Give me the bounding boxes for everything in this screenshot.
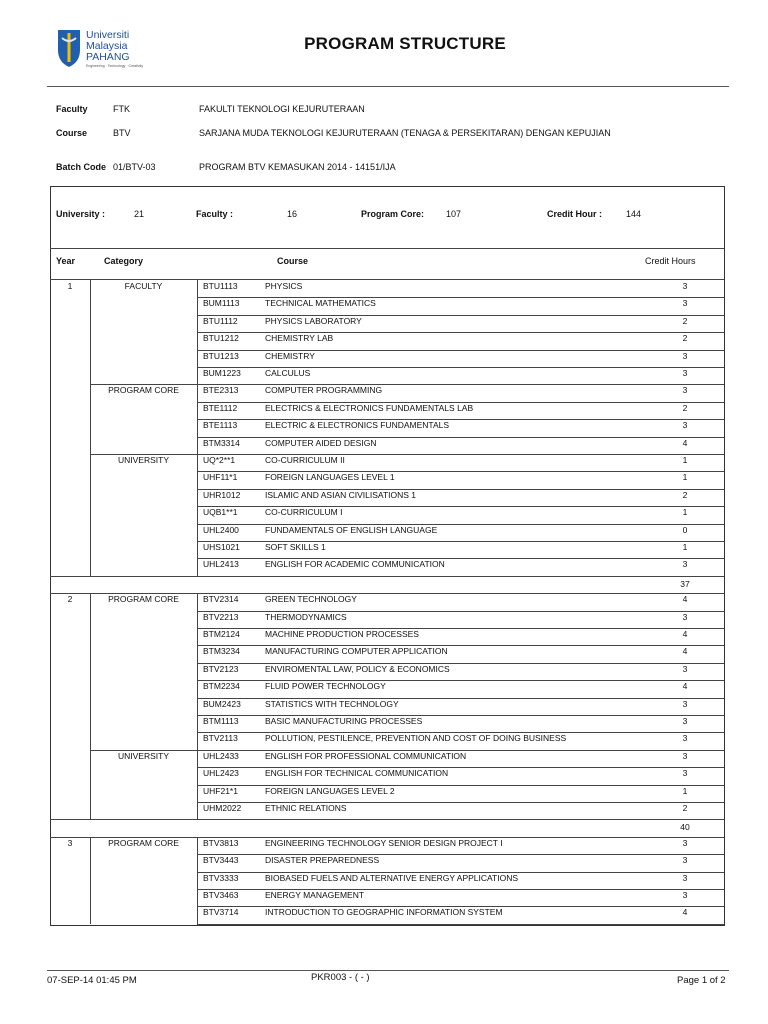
column-line [90, 280, 91, 576]
credit-value: 3 [682, 733, 688, 744]
column-line [90, 837, 91, 924]
course-title: DISASTER PREPAREDNESS [265, 855, 380, 866]
header-credit-hours: Credit Hours [645, 256, 696, 266]
batch-code: 01/BTV-03 [113, 162, 156, 172]
course-title: STATISTICS WITH TECHNOLOGY [265, 698, 399, 709]
course-code: BTM2234 [203, 681, 240, 692]
logo-tagline: Engineering · Technology · Creativity [86, 64, 144, 68]
course-code: BTV2113 [203, 733, 238, 744]
credit-value: 3 [682, 385, 688, 396]
row-divider [197, 924, 724, 925]
course-code: BTV2123 [203, 663, 239, 674]
column-line [197, 593, 198, 819]
credit-value: 2 [682, 315, 688, 326]
course-title: ENGINEERING TECHNOLOGY SENIOR DESIGN PROJECT I [265, 837, 503, 848]
course-code: UHM2022 [203, 803, 242, 813]
course-title: ENGLISH FOR TECHNICAL COMMUNICATION [265, 768, 449, 779]
course-title: FUNDAMENTALS OF ENGLISH LANGUAGE [265, 524, 438, 535]
university-logo [56, 28, 146, 70]
course-title: ELECTRIC & ELECTRONICS FUNDAMENTALS [265, 420, 450, 431]
course-code: BTV [113, 128, 131, 138]
credit-value: 2 [682, 333, 688, 344]
header-category: Category [104, 256, 144, 266]
credit-value: 3 [682, 559, 688, 570]
credit-hour-value: 144 [626, 209, 642, 219]
category-cell: PROGRAM CORE [108, 837, 179, 848]
course-code: UHL2400 [203, 524, 239, 535]
course-name: SARJANA MUDA TEKNOLOGI KEJURUTERAAN (TENAGA & PERSEKITARAN) DENGAN KEPUJIAN [199, 128, 611, 138]
category-cell: UNIVERSITY [117, 750, 169, 761]
course-code: BTM2124 [203, 629, 240, 639]
course-code: BTV3333 [203, 872, 239, 883]
batch-label: Batch Code [56, 162, 107, 172]
course-title: CALCULUS [265, 368, 311, 378]
university-value: 21 [134, 209, 145, 219]
credit-value: 3 [682, 611, 688, 622]
column-line [90, 593, 91, 819]
course-title: POLLUTION, PESTILENCE, PREVENTION AND COST OF DOING BUSINESS [265, 733, 567, 744]
course-title: CHEMISTRY [265, 350, 315, 361]
credit-value: 3 [682, 837, 688, 848]
credit-value: 3 [682, 855, 688, 866]
program-core-value: 107 [446, 209, 462, 219]
course-code: BTV3813 [203, 837, 239, 848]
divider [50, 248, 724, 249]
course-title: BASIC MANUFACTURING PROCESSES [265, 716, 423, 726]
year-divider [50, 819, 724, 820]
credit-value: 3 [682, 698, 688, 709]
credit-value: 3 [682, 298, 688, 309]
course-code: UHL2413 [203, 559, 239, 570]
credit-value: 1 [682, 507, 688, 518]
course-code: UQB1**1 [203, 507, 238, 518]
credit-value: 3 [682, 872, 688, 883]
course-code: BTE1113 [203, 420, 238, 431]
course-code: BTU1212 [203, 333, 239, 344]
credit-value: 2 [682, 803, 688, 813]
course-code: UHL2433 [203, 750, 239, 761]
course-title: COMPUTER AIDED DESIGN [265, 437, 377, 448]
course-title: ETHNIC RELATIONS [265, 803, 347, 813]
course-title: ENGLISH FOR PROFESSIONAL COMMUNICATION [265, 750, 467, 761]
year-cell: 3 [67, 837, 73, 848]
crest-icon [56, 28, 82, 68]
course-title: INTRODUCTION TO GEOGRAPHIC INFORMATION SYSTEM [265, 907, 503, 918]
course-title: SOFT SKILLS 1 [265, 542, 326, 552]
course-title: ELECTRICS & ELECTRONICS FUNDAMENTALS LAB [265, 402, 474, 413]
course-title: ENVIROMENTAL LAW, POLICY & ECONOMICS [265, 663, 450, 674]
course-title: PHYSICS [265, 281, 303, 291]
course-title: CHEMISTRY LAB [265, 333, 334, 344]
course-title: PHYSICS LABORATORY [265, 315, 362, 326]
course-label: Course [56, 128, 88, 138]
course-title: ISLAMIC AND ASIAN CIVILISATIONS 1 [265, 489, 416, 500]
footer-code: PKR003 - ( - ) [311, 972, 370, 983]
credit-value: 3 [682, 281, 688, 291]
course-code: BTU1112 [203, 315, 238, 326]
credit-value: 1 [682, 542, 688, 552]
year-cell: 1 [67, 281, 73, 291]
category-cell: FACULTY [124, 281, 163, 291]
faculty-summary-label: Faculty : [196, 209, 234, 219]
credit-value: 1 [682, 785, 688, 796]
credit-value: 3 [682, 768, 688, 779]
course-code: BUM1223 [203, 368, 241, 378]
batch-name: PROGRAM BTV KEMASUKAN 2014 - 14151/IJA [199, 162, 396, 172]
category-cell: UNIVERSITY [117, 455, 169, 465]
credit-value: 4 [682, 629, 688, 639]
course-code: UHF11*1 [203, 472, 238, 483]
course-title: CO-CURRICULUM I [265, 507, 343, 518]
year-divider [50, 576, 724, 577]
course-title: MANUFACTURING COMPUTER APPLICATION [265, 646, 448, 657]
course-code: BUM1113 [203, 298, 240, 309]
header-underline [50, 279, 724, 280]
credit-value: 4 [682, 646, 688, 657]
course-code: BTV3443 [203, 855, 239, 866]
column-line [197, 280, 198, 576]
course-code: UHL2423 [203, 768, 239, 779]
header-course: Course [277, 256, 309, 266]
course-code: BTV3463 [203, 890, 239, 900]
faculty-name: FAKULTI TEKNOLOGI KEJURUTERAAN [199, 104, 365, 114]
year-total: 40 [680, 822, 690, 833]
year-total: 37 [680, 578, 690, 589]
course-code: BTE1112 [203, 402, 238, 413]
page-title: PROGRAM STRUCTURE [304, 34, 506, 53]
course-code: BTV2314 [203, 594, 239, 605]
course-code: BTV3714 [203, 907, 239, 918]
category-cell: PROGRAM CORE [108, 594, 179, 605]
credit-value: 2 [682, 489, 688, 500]
credit-value: 3 [682, 750, 688, 761]
credit-value: 0 [682, 524, 688, 535]
logo-wordmark: Universiti Malaysia PAHANG [86, 29, 130, 63]
course-title: TECHNICAL MATHEMATICS [265, 298, 376, 309]
credit-value: 3 [682, 716, 688, 726]
course-code: UHF21*1 [203, 785, 238, 796]
course-code: BTM3234 [203, 646, 240, 657]
course-title: MACHINE PRODUCTION PROCESSES [265, 629, 419, 639]
course-code: BTU1113 [203, 281, 238, 291]
credit-value: 4 [682, 681, 688, 692]
credit-value: 1 [682, 472, 688, 483]
credit-value: 3 [682, 663, 688, 674]
course-code: BTE2313 [203, 385, 239, 396]
course-title: FOREIGN LANGUAGES LEVEL 1 [265, 472, 395, 483]
university-label: University : [56, 209, 106, 219]
course-title: COMPUTER PROGRAMMING [265, 385, 383, 396]
course-code: BTM1113 [203, 716, 239, 726]
credit-value: 4 [682, 594, 688, 605]
course-title: THERMODYNAMICS [265, 611, 347, 622]
credit-value: 3 [682, 890, 688, 900]
header-divider [47, 86, 729, 87]
course-title: ENERGY MANAGEMENT [265, 890, 365, 900]
year-cell: 2 [67, 594, 73, 605]
credit-value: 1 [682, 455, 688, 465]
course-title: FLUID POWER TECHNOLOGY [265, 681, 386, 692]
column-line [197, 837, 198, 924]
course-code: UQ*2**1 [203, 455, 236, 465]
course-title: BIOBASED FUELS AND ALTERNATIVE ENERGY APPLICATIONS [265, 872, 519, 883]
course-code: BTM3314 [203, 437, 240, 448]
course-title: GREEN TECHNOLOGY [265, 594, 357, 605]
course-code: UHR1012 [203, 489, 241, 500]
course-title: FOREIGN LANGUAGES LEVEL 2 [265, 785, 395, 796]
faculty-label: Faculty [56, 104, 88, 114]
credit-value: 3 [682, 420, 688, 431]
course-title: ENGLISH FOR ACADEMIC COMMUNICATION [265, 559, 445, 570]
footer-divider [47, 970, 729, 971]
course-code: UHS1021 [203, 542, 240, 552]
footer-page: Page 1 of 2 [677, 975, 726, 986]
credit-value: 4 [682, 907, 688, 918]
header-year: Year [56, 256, 76, 266]
faculty-summary-value: 16 [287, 209, 298, 219]
credit-value: 4 [682, 437, 688, 448]
course-title: CO-CURRICULUM II [265, 455, 345, 465]
course-code: BTV2213 [203, 611, 239, 622]
faculty-code: FTK [113, 104, 130, 114]
program-core-label: Program Core: [361, 209, 425, 219]
course-code: BUM2423 [203, 698, 241, 709]
footer-date: 07-SEP-14 01:45 PM [47, 975, 137, 986]
credit-hour-label: Credit Hour : [547, 209, 602, 219]
credit-value: 3 [682, 350, 688, 361]
course-code: BTU1213 [203, 350, 239, 361]
category-cell: PROGRAM CORE [108, 385, 179, 396]
credit-value: 3 [682, 368, 688, 378]
credit-value: 2 [682, 402, 688, 413]
